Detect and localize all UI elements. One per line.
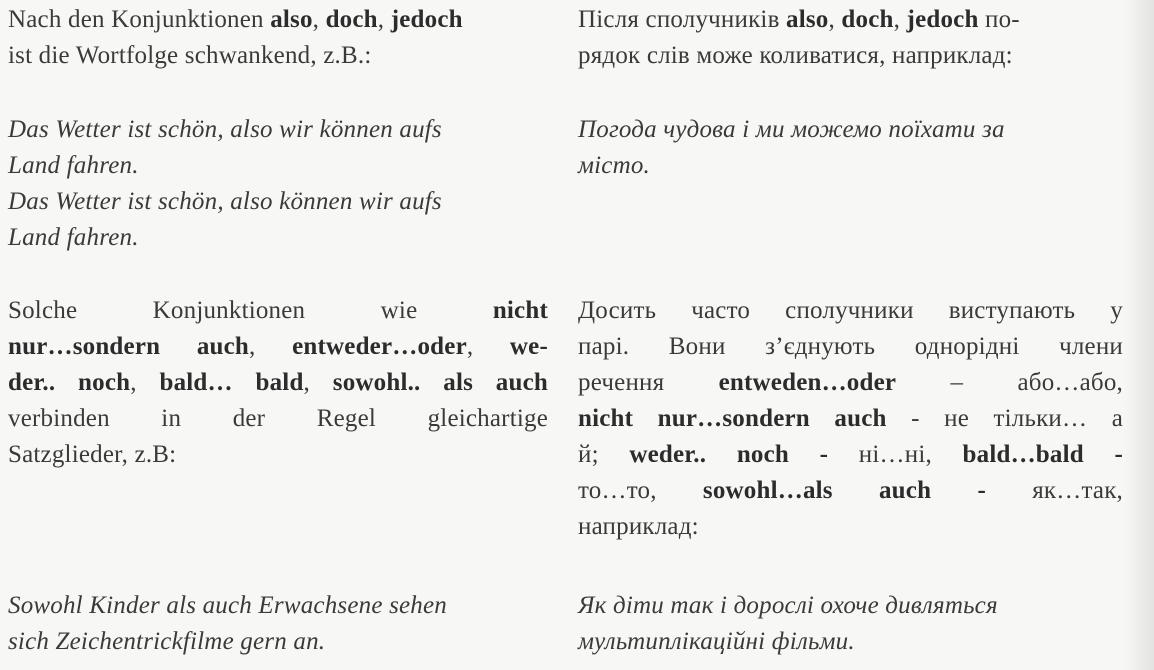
de-example-1-line: Land fahren.	[8, 152, 139, 179]
uk-example-2-line: Як діти так і дорослі охоче дивляться	[578, 592, 998, 619]
bold-term: entweder…oder	[292, 333, 467, 360]
text-run: то…то,	[578, 477, 703, 504]
text-line	[8, 38, 548, 74]
de-example-1	[8, 112, 548, 256]
uk-example-1	[578, 112, 1123, 184]
text-line	[578, 329, 1123, 365]
bold-term: doch	[325, 6, 378, 33]
text-run: ,	[466, 333, 510, 360]
bold-term: weder.. noch -	[629, 441, 829, 468]
de-intro-text	[8, 2, 548, 74]
text-run: - не тільки… а	[886, 405, 1124, 432]
bold-term: bald… bald	[159, 369, 304, 396]
text-run: ,	[130, 369, 160, 396]
text-line	[578, 365, 1123, 401]
text-run: й;	[578, 441, 630, 468]
uk-example-2	[578, 588, 1123, 660]
uk-pairs-text	[578, 293, 1123, 545]
text-run: – або…або,	[896, 369, 1123, 396]
page-edge-shadow	[1124, 0, 1154, 670]
bold-term: also	[786, 6, 829, 33]
uk-example-1-line: Погода чудова і ми можемо поїхати за	[578, 116, 1005, 143]
text-run: ,	[893, 6, 907, 33]
uk-example-2-line: мультиплікаційні фільми.	[578, 628, 855, 655]
text-line	[8, 2, 548, 38]
text-run: речення	[578, 369, 719, 396]
text-run: ,	[312, 6, 326, 33]
bold-term: doch	[841, 6, 894, 33]
text-line	[8, 401, 548, 437]
uk-intro-text	[578, 2, 1123, 74]
text-line	[578, 473, 1123, 509]
text-line	[8, 329, 548, 365]
text-line	[578, 2, 1123, 38]
text-run: ,	[828, 6, 842, 33]
text-run: verbinden in der Regel gleichartige	[8, 405, 548, 432]
text-run: Nach den Konjunktionen	[8, 6, 271, 33]
bold-term: jedoch	[390, 6, 463, 33]
de-example-1-line: Das Wetter ist schön, also können wir aufs	[8, 188, 442, 215]
text-run: ,	[249, 333, 293, 360]
text-run: Satzglieder, z.B:	[8, 441, 177, 468]
bold-term: bald…bald -	[962, 441, 1123, 468]
text-run: як…так,	[985, 477, 1123, 504]
text-line	[578, 38, 1123, 74]
bold-term: jedoch	[906, 6, 979, 33]
de-example-2-line: sich Zeichentrickfilme gern an.	[8, 628, 326, 655]
text-run: Solche Konjunktionen wie	[8, 297, 493, 324]
text-run: Досить часто сполучники виступають у	[578, 297, 1123, 324]
text-run: рядок слів може коливатися, наприклад:	[578, 42, 1013, 69]
de-pairs-text	[8, 293, 548, 473]
text-run: наприклад:	[578, 513, 699, 540]
text-run: ist die Wortfolge schwankend, z.B.:	[8, 42, 372, 69]
bold-term: sowohl…als auch -	[702, 477, 986, 504]
text-run: ,	[377, 6, 391, 33]
bold-term: we-	[509, 333, 548, 360]
bold-term: nur…sondern auch	[8, 333, 250, 360]
bold-term: nicht nur…sondern auch	[578, 405, 887, 432]
bold-term: sowohl.. als auch	[332, 369, 548, 396]
text-line	[578, 293, 1123, 329]
bold-term: entweden…oder	[718, 369, 897, 396]
de-example-1-line: Das Wetter ist schön, also wir können aufs	[8, 116, 442, 143]
text-line	[8, 293, 548, 329]
de-example-2-line: Sowohl Kinder als auch Erwachsene sehen	[8, 592, 448, 619]
bold-term: nicht	[492, 297, 548, 324]
text-run: ,	[303, 369, 333, 396]
text-run: по-	[978, 6, 1020, 33]
uk-example-1-line: місто.	[578, 152, 651, 179]
de-example-1-line: Land fahren.	[8, 224, 139, 251]
bold-term: also	[270, 6, 313, 33]
text-run: ні…ні,	[828, 441, 963, 468]
text-line	[8, 365, 548, 401]
text-line	[8, 437, 548, 473]
text-line	[578, 509, 1123, 545]
de-example-2	[8, 588, 548, 660]
text-run: парі. Вони з’єднують однорідні члени	[578, 333, 1123, 360]
text-line	[578, 401, 1123, 437]
text-run: Після сполучників	[578, 6, 787, 33]
text-line	[578, 437, 1123, 473]
bold-term: der.. noch	[8, 369, 131, 396]
